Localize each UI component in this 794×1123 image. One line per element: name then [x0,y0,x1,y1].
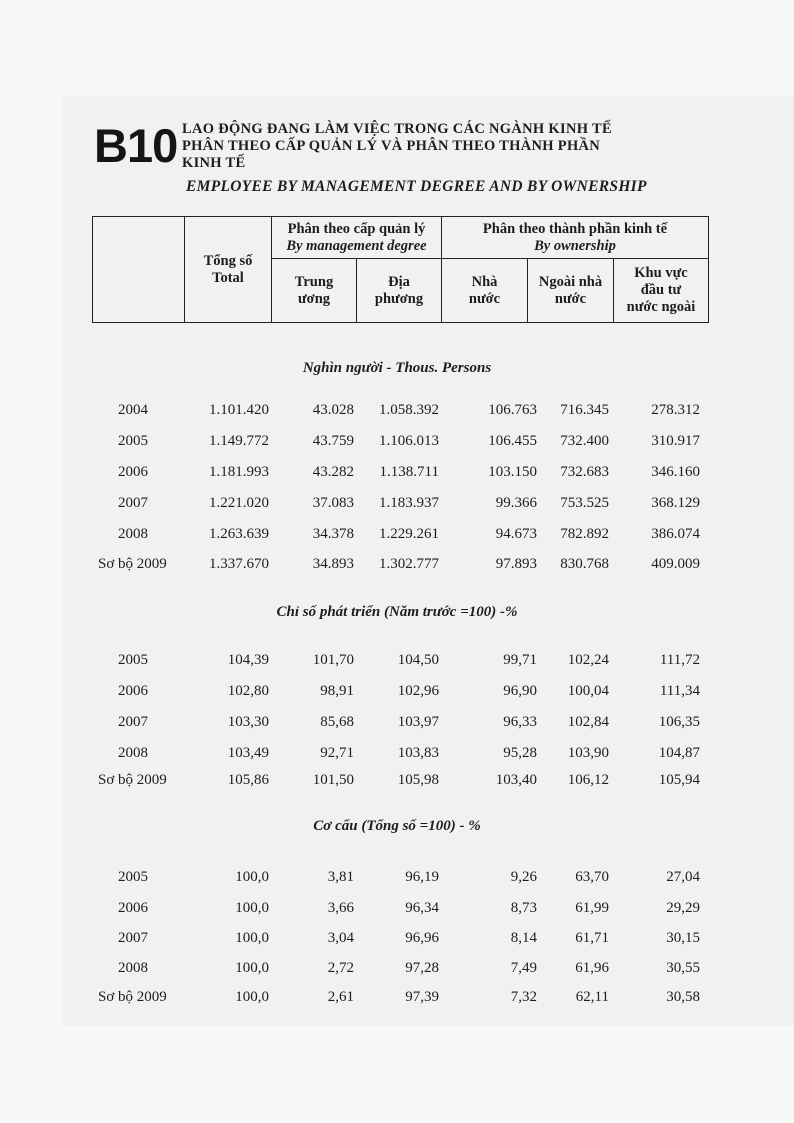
local-header: Địa phương [357,259,442,323]
title-vn-line: PHÂN THEO CẤP QUẢN LÝ VÀ PHÂN THEO THÀNH PHẦN [182,138,601,154]
table-code: B10 [94,119,178,172]
title-vietnamese [182,121,702,172]
year-header-cell [93,217,185,323]
management-header: Phân theo cấp quản lý By management degree [272,217,442,259]
non-state-header: Ngoài nhà nước [528,259,614,323]
table-row: 2005 100,0 3,81 96,19 9,26 63,70 27,04 [118,869,700,885]
title-vn-line: KINH TẾ [182,155,246,171]
table-row: 2007 103,30 85,68 103,97 96,33 102,84 106,35 [118,714,700,730]
section-title: Chỉ số phát triển (Năm trước =100) -% [276,604,518,620]
table-row: Sơ bộ 2009 1.337.670 34.893 1.302.777 97.893 830.768 409.009 [98,556,700,572]
table-row: 2005 1.149.772 43.759 1.106.013 106.455 732.400 310.917 [118,433,700,449]
table-row: 2004 1.101.420 43.028 1.058.392 106.763 716.345 278.312 [118,402,700,418]
column-header-table [92,216,709,323]
total-header: Tổng số Total [185,217,272,323]
central-header: Trung ương [272,259,357,323]
table-row: 2006 100,0 3,66 96,34 8,73 61,99 29,29 [118,900,700,916]
section-title: Nghìn người - Thous. Persons [302,360,492,376]
table-row: 2008 103,49 92,71 103,83 95,28 103,90 104,87 [118,745,700,761]
table-row: 2008 1.263.639 34.378 1.229.261 94.673 782.892 386.074 [118,526,700,542]
table-row: 2007 1.221.020 37.083 1.183.937 99.366 753.525 368.129 [118,495,700,511]
table-row: 2006 102,80 98,91 102,96 96,90 100,04 111,34 [118,683,700,699]
table-row: Sơ bộ 2009 100,0 2,61 97,39 7,32 62,11 30,58 [98,989,700,1005]
table-row: 2008 100,0 2,72 97,28 7,49 61,96 30,55 [118,960,700,976]
title-vn-line: LAO ĐỘNG ĐANG LÀM VIỆC TRONG CÁC NGÀNH KINH TẾ [182,121,612,137]
table-row: Sơ bộ 2009 105,86 101,50 105,98 103,40 106,12 105,94 [98,772,700,788]
table-row: 2006 1.181.993 43.282 1.138.711 103.150 732.683 346.160 [118,464,700,480]
section-title: Cơ cấu (Tổng số =100) - % [313,818,481,834]
table-row: 2005 104,39 101,70 104,50 99,71 102,24 111,72 [118,652,700,668]
fdi-header: Khu vực đầu tư nước ngoài [614,259,709,323]
state-header: Nhà nước [442,259,528,323]
table-row: 2007 100,0 3,04 96,96 8,14 61,71 30,15 [118,930,700,946]
ownership-header: Phân theo thành phần kinh tế By ownership [442,217,709,259]
title-english: EMPLOYEE BY MANAGEMENT DEGREE AND BY OWNERSHIP [186,178,647,195]
